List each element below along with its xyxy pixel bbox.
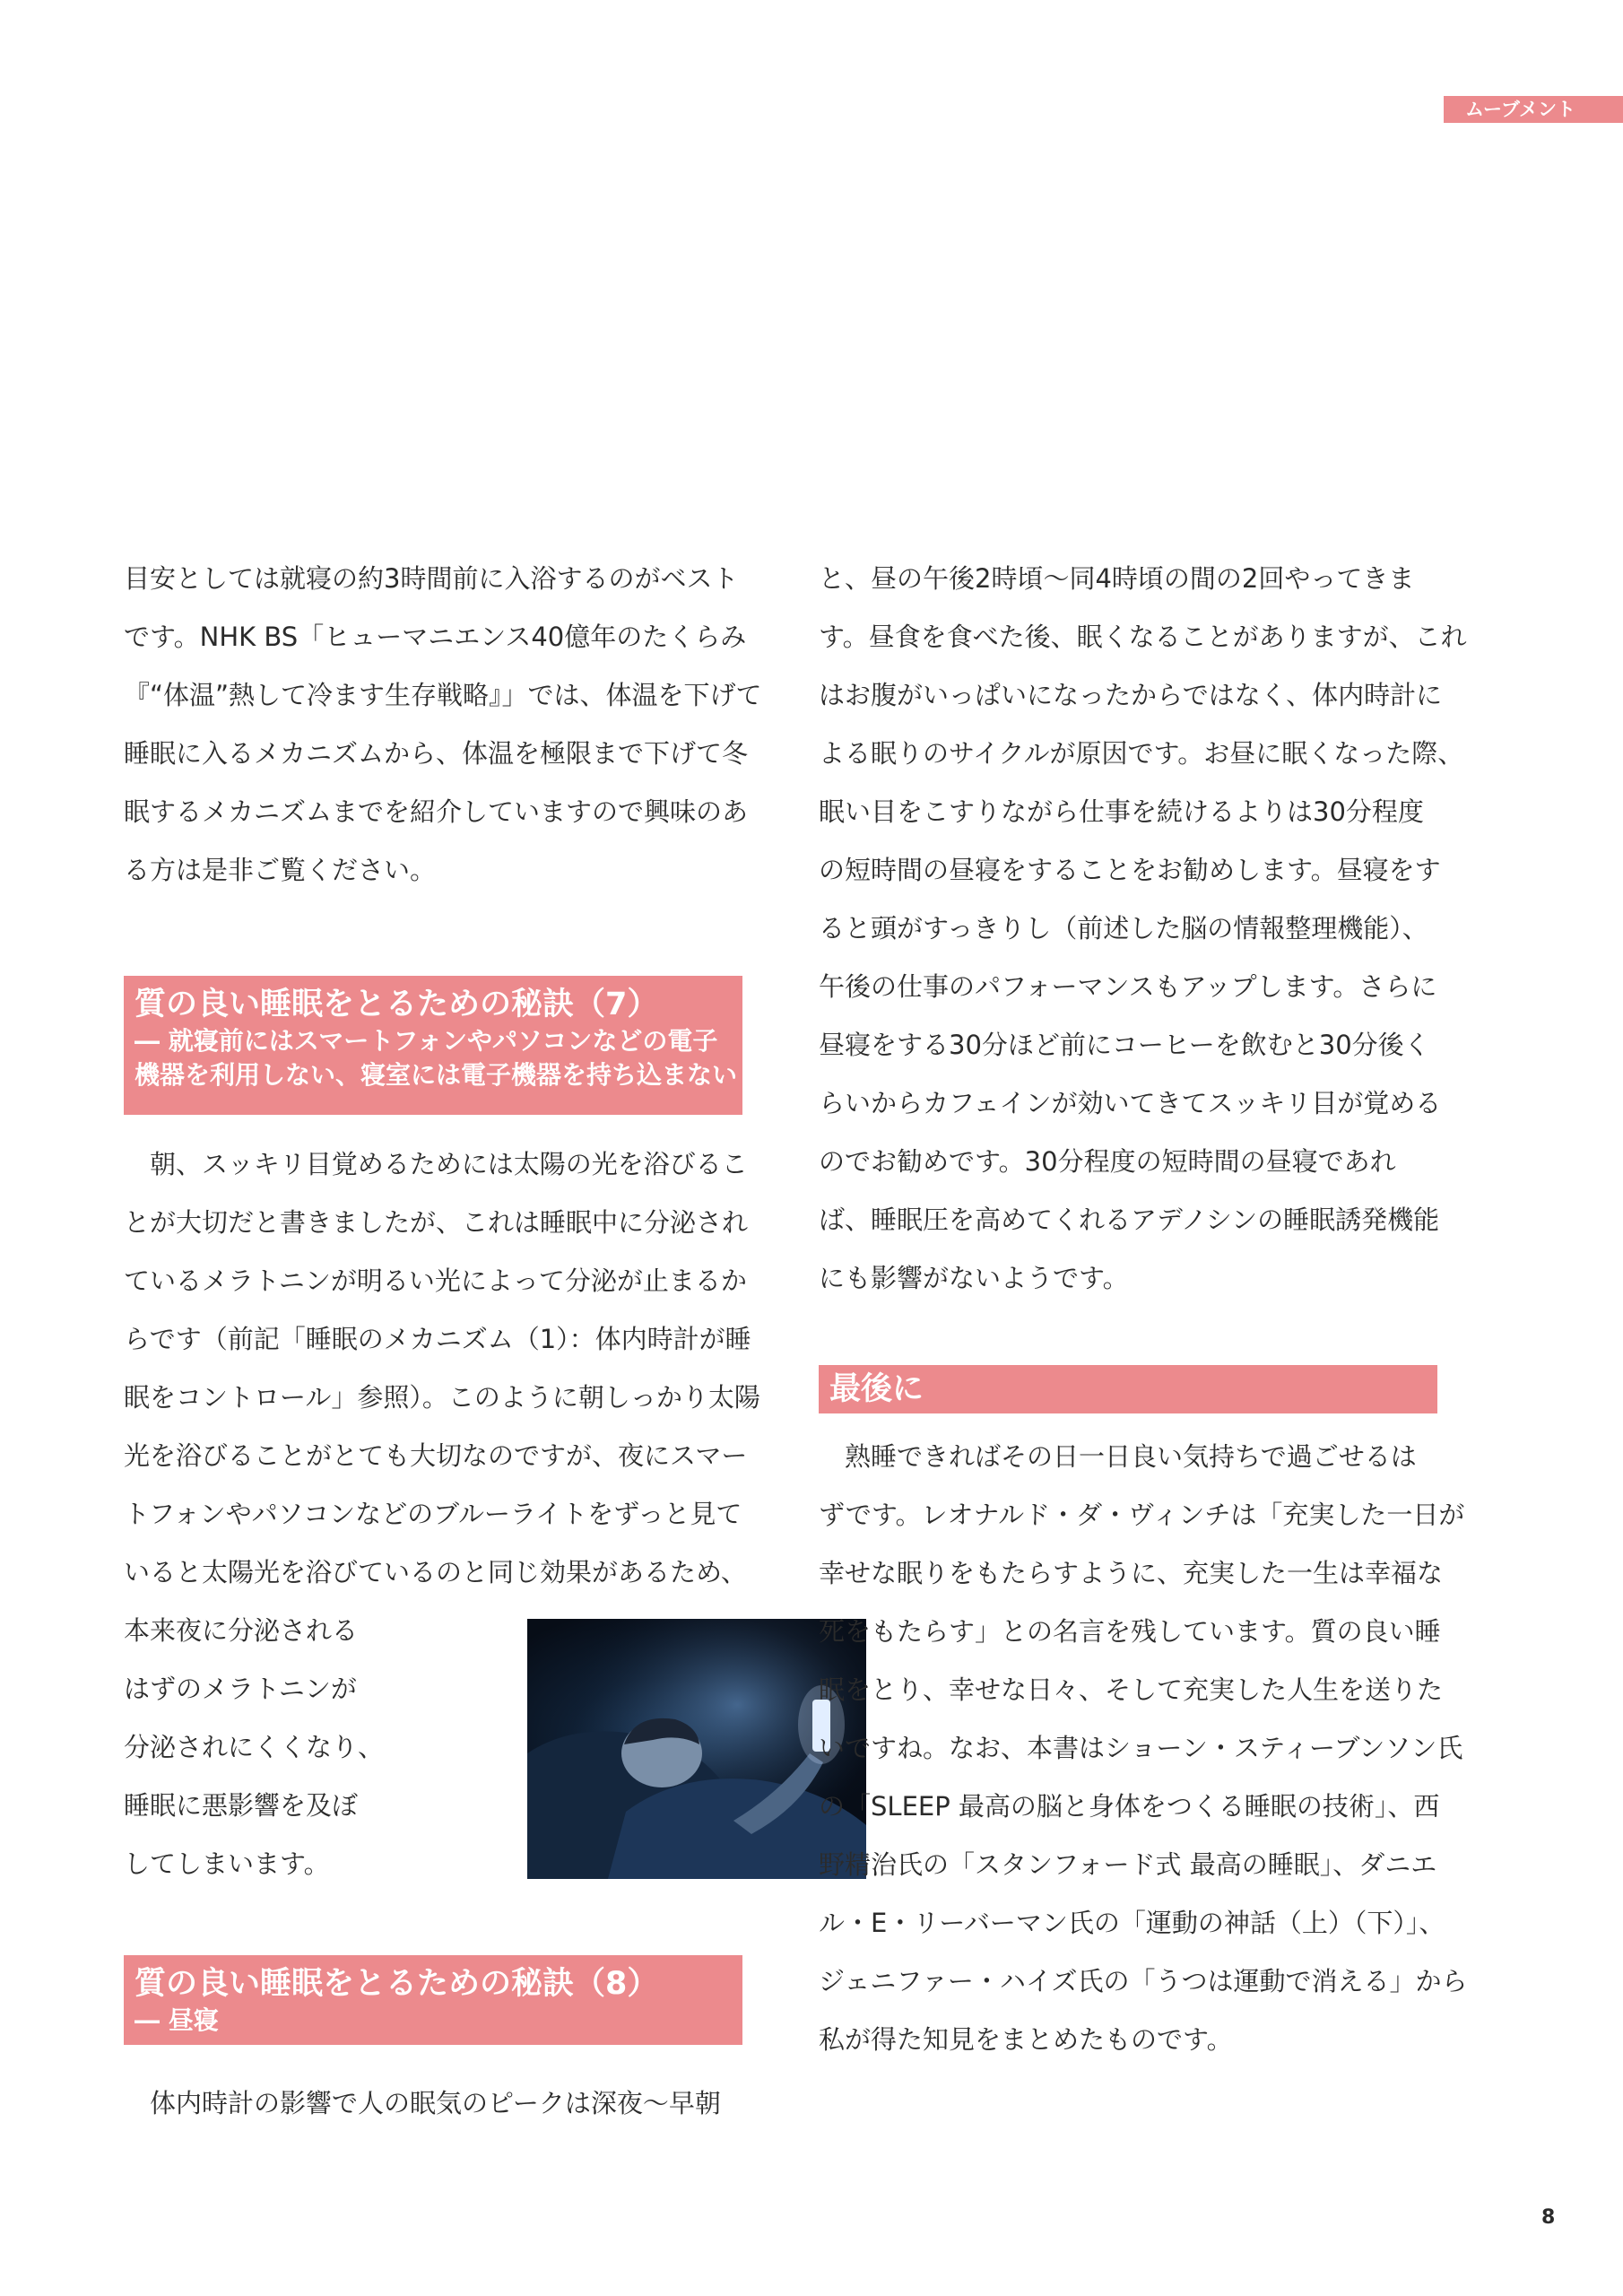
text-line: 体内時計の影響で人の眠気のピークは深夜〜早朝 <box>124 2088 721 2118</box>
text-line: らいからカフェインが効いてきてスッキリ目が覚める <box>819 1088 1442 1118</box>
text-line: 熟睡できればその日一日良い気持ちで過ごせるは <box>819 1441 1417 1472</box>
text-line: 死をもたらす」との名言を残しています。質の良い睡 <box>819 1616 1441 1647</box>
photo-man-using-phone-in-bed <box>527 1619 866 1879</box>
photo-illustration <box>527 1619 866 1879</box>
text-line: ジェニファー・ハイズ氏の「うつは運動で消える」から <box>819 1966 1468 1996</box>
text-line: トフォンやパソコンなどのブルーライトをずっと見て <box>124 1499 742 1529</box>
heading-title: 質の良い睡眠をとるための秘訣（7） <box>135 987 659 1022</box>
heading-conclusion <box>819 1365 1437 1413</box>
text-line: る方は是非ご覧ください。 <box>124 855 437 885</box>
text-line: とが大切だと書きましたが、これは睡眠中に分泌され <box>124 1207 749 1238</box>
text-line: 昼寝をする30分ほど前にコーヒーを飲むと30分後く <box>819 1030 1430 1060</box>
heading-subtitle: ― 昼寝 <box>135 2005 219 2035</box>
text-line: 眠い目をこすりながら仕事を続けるよりは30分程度 <box>819 796 1424 827</box>
text-line: よる眠りのサイクルが原因です。お昼に眠くなった際、 <box>819 738 1464 769</box>
text-line: のでお勧めです。30分程度の短時間の昼寝であれ <box>819 1146 1396 1177</box>
text-line: 光を浴びることがとても大切なのですが、夜にスマー <box>124 1440 748 1471</box>
text-line: いですね。なお、本書はショーン・スティーブンソン氏 <box>819 1733 1463 1763</box>
text-line: ると頭がすっきりし（前述した脳の情報整理機能）、 <box>819 913 1428 944</box>
heading-title: 質の良い睡眠をとるための秘訣（8） <box>135 1966 659 2002</box>
text-line: 『“体温”熱して冷ます生存戦略』」では、体温を下げて <box>124 680 762 710</box>
text-line: 分泌されにくくなり、 <box>124 1732 385 1762</box>
text-line: 幸せな眠りをもたらすように、充実した一生は幸福な <box>819 1558 1444 1588</box>
text-line: いると太陽光を浴びているのと同じ効果があるため、 <box>124 1557 747 1587</box>
text-line: 眠するメカニズムまでを紹介していますので興味のあ <box>124 796 749 827</box>
text-line: 本来夜に分泌される <box>124 1615 359 1646</box>
text-line: 午後の仕事のパフォーマンスもアップします。さらに <box>819 971 1437 1002</box>
text-line: らです（前記「睡眠のメカニズム（1）：体内時計が睡 <box>124 1324 751 1354</box>
section-tab: ムーブメント <box>1444 96 1623 123</box>
text-line: 眠をコントロール」参照）。このように朝しっかり太陽 <box>124 1382 760 1413</box>
text-line: の「SLEEP 最高の脳と身体をつくる睡眠の技術」、西 <box>819 1791 1440 1822</box>
text-line: にも影響がないようです。 <box>819 1263 1129 1293</box>
text-line: 睡眠に悪影響を及ぼ <box>124 1790 359 1821</box>
text-line: ているメラトニンが明るい光によって分泌が止まるか <box>124 1265 747 1296</box>
text-line: 目安としては就寝の約3時間前に入浴するのがベスト <box>124 563 739 594</box>
heading-secret-8 <box>124 1955 742 2045</box>
text-line: と、昼の午後2時頃〜同4時頃の間の2回やってきま <box>819 563 1415 594</box>
text-line: ば、睡眠圧を高めてくれるアデノシンの睡眠誘発機能 <box>819 1205 1440 1235</box>
text-line: ずです。レオナルド・ダ・ヴィンチは「充実した一日が <box>819 1500 1465 1530</box>
heading-subtitle: 機器を利用しない、寝室には電子機器を持ち込まない <box>135 1060 738 1090</box>
text-line: 睡眠に入るメカニズムから、体温を極限まで下げて冬 <box>124 738 749 769</box>
page-number: 8 <box>1541 2206 1556 2229</box>
text-line: はずのメラトニンが <box>124 1674 357 1704</box>
text-line: す。昼食を食べた後、眠くなることがありますが、これ <box>819 622 1467 652</box>
text-line: ル・E・リーバーマン氏の「運動の神話（上）（下）」、 <box>819 1908 1445 1938</box>
heading-title: 最後に <box>829 1371 924 1407</box>
text-line: 私が得た知見をまとめたものです。 <box>819 2024 1233 2055</box>
heading-subtitle: ― 就寝前にはスマートフォンやパソコンなどの電子 <box>135 1026 718 1056</box>
text-line: はお腹がいっぱいになったからではなく、体内時計に <box>819 680 1443 710</box>
text-line: の短時間の昼寝をすることをお勧めします。昼寝をす <box>819 855 1441 885</box>
text-line: です。NHK BS「ヒューマニエンス40億年のたくらみ <box>124 622 747 652</box>
text-line: 野精治氏の「スタンフォード式 最高の睡眠」、ダニエ <box>819 1849 1437 1880</box>
text-line: 朝、スッキリ目覚めるためには太陽の光を浴びるこ <box>124 1149 748 1179</box>
text-line: してしまいます。 <box>124 1848 330 1879</box>
text-line: 眠をとり、幸せな日々、そして充実した人生を送りた <box>819 1674 1444 1705</box>
heading-secret-7 <box>124 976 742 1115</box>
